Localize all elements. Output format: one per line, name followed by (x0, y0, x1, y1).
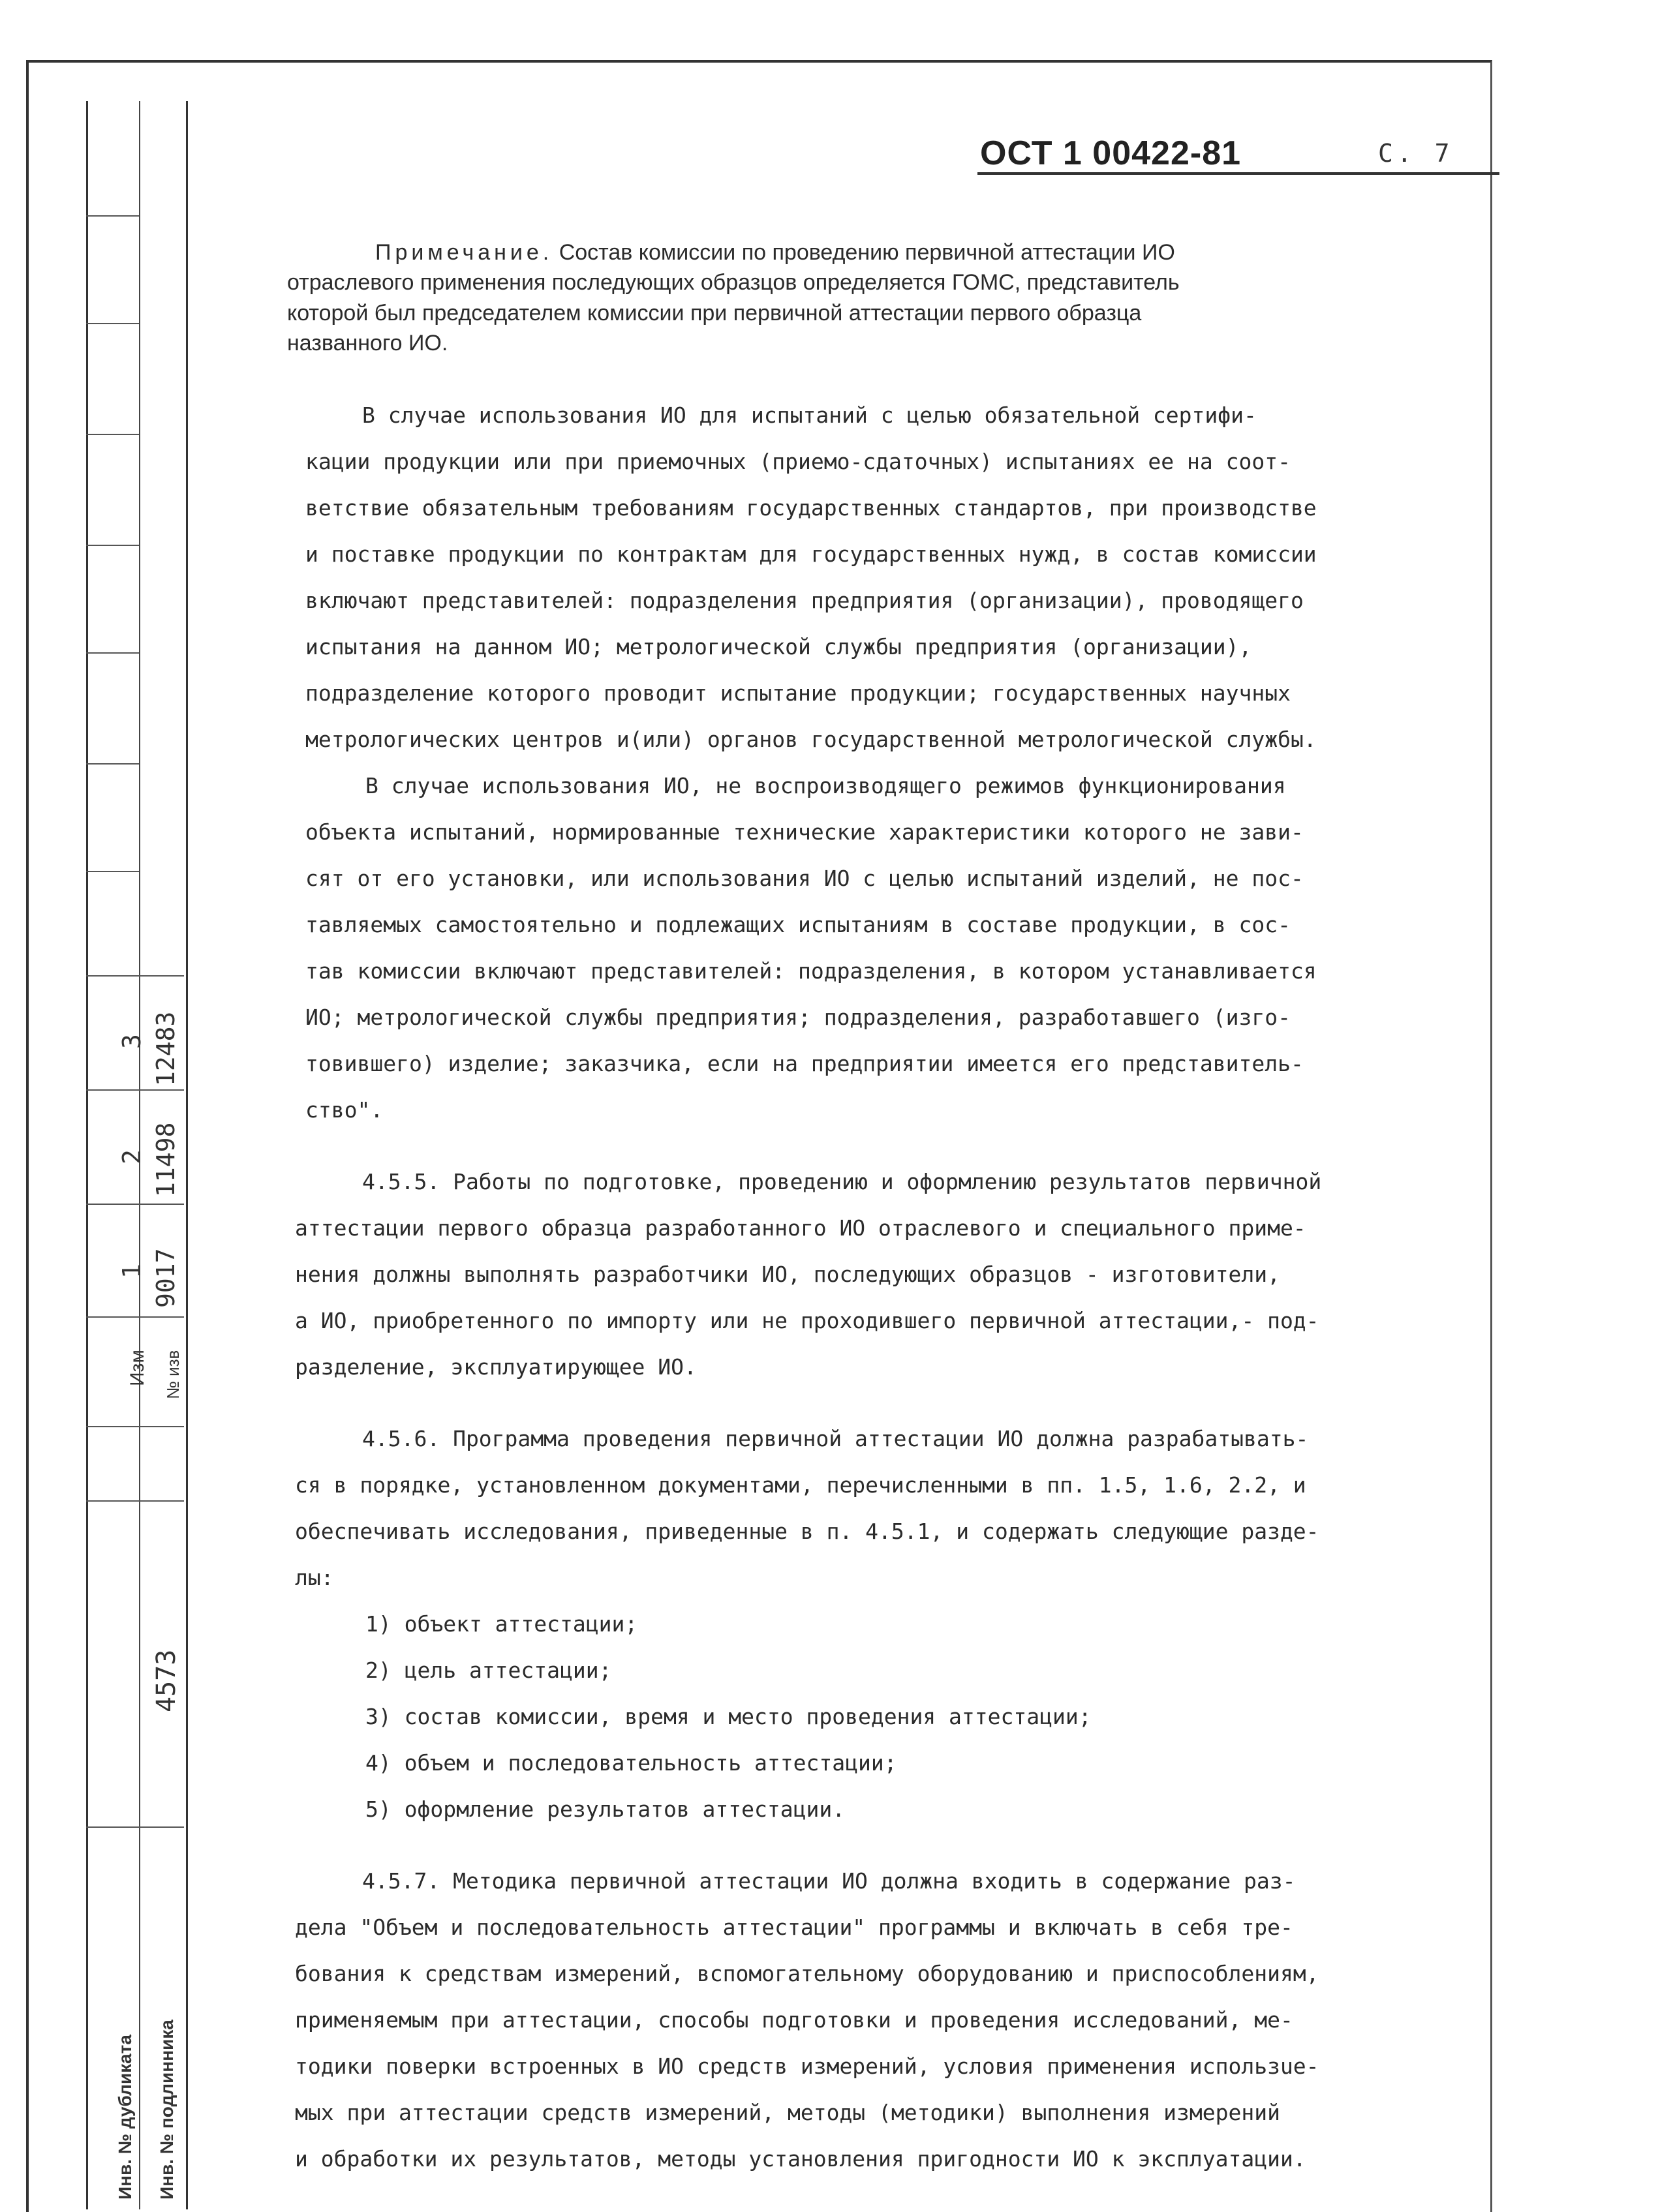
list-item: 5) оформление результатов аттестации. (365, 1796, 846, 1822)
text-line: тав комиссии включают представителей: подразделения, в котором устанавливается (305, 958, 1317, 984)
podlinnik-label: Инв. № подлинника (157, 2020, 177, 2200)
stamp-tick (86, 434, 139, 435)
text-line: 4.5.7. Методика первичной аттестации ИО должна входить в содержание раз- (362, 1868, 1296, 1894)
podlinnik-number: 4573 (151, 1649, 181, 1712)
list-item: 2) цель аттестации; (365, 1658, 612, 1683)
text-line: 4.5.6. Программа проведения первичной аттестации ИО должна разрабатывать- (362, 1426, 1309, 1451)
izv-label: № изв (163, 1350, 183, 1399)
note-prefix: Примечание. (375, 240, 553, 265)
text-line: подразделение которого проводит испытание продукции; государственных научных (305, 680, 1291, 706)
note-line: отраслевого применения последующих образцов определяется ГОМС, представитель (287, 270, 1180, 295)
note-line: которой был председателем комиссии при первичной аттестации первого образца (287, 301, 1142, 326)
stamp-tick (86, 763, 139, 765)
text-line: и поставке продукции по контрактам для государственных нужд, в состав комиссии (305, 541, 1317, 567)
stamp-tick (86, 1316, 184, 1318)
stamp-tick (86, 323, 139, 324)
text-line: кации продукции или при приемочных (приемо-сдаточных) испытаниях ее на соот- (305, 449, 1291, 474)
text-line: В случае использования ИО, не воспроизводящего режимов функционирования (365, 773, 1286, 798)
text-line: мых при аттестации средств измерений, методы (методики) выполнения измерений (295, 2100, 1280, 2125)
list-item: 1) объект аттестации; (365, 1611, 638, 1637)
list-item: 4) объем и последовательность аттестации; (365, 1750, 897, 1776)
izv-value-2: 11498 (151, 1122, 180, 1197)
header-underline (977, 172, 1499, 175)
text-line: дела "Объем и последовательность аттестации" программы и включать в себя тре- (295, 1915, 1293, 1940)
text-line: тавляемых самостоятельно и подлежащих испытаниям в составе продукции, в сос- (305, 912, 1291, 937)
text-line: а ИО, приобретенного по импорту или не проходившего первичной аттестации,- под- (295, 1308, 1319, 1333)
stamp-tick (86, 1826, 184, 1828)
izv-value-3: 12483 (151, 1011, 180, 1086)
text-line: метрологических центров и(или) органов государственной метрологической службы. (305, 727, 1317, 752)
izm-value-1: 1 (117, 1264, 146, 1279)
text-line: разделение, эксплуатирующее ИО. (295, 1354, 697, 1380)
stamp-tick (86, 1204, 184, 1205)
stamp-tick (86, 975, 184, 977)
text-line: применяемым при аттестации, способы подготовки и проведения исследований, ме- (295, 2007, 1293, 2033)
text-line: ство". (305, 1097, 384, 1123)
stamp-tick (86, 652, 139, 654)
stamp-tick (86, 1500, 184, 1502)
izm-value-3: 3 (117, 1034, 146, 1049)
text-line: испытания на данном ИО; метрологической службы предприятия (организации), (305, 634, 1252, 659)
text-line: ся в порядке, установленном документами, перечисленными в пп. 1.5, 1.6, 2.2, и (295, 1472, 1306, 1498)
stamp-tick (86, 1426, 184, 1427)
text-line: нения должны выполнять разработчики ИО, последующих образцов - изготовители, (295, 1262, 1280, 1287)
text-line: товившего) изделие; заказчика, если на предприятии имеется его представитель- (305, 1051, 1304, 1076)
note-line: названного ИО. (287, 331, 448, 356)
note-line (375, 240, 1175, 265)
note-text: Состав комиссии по проведению первичной аттестации ИО (553, 240, 1175, 265)
text-line: В случае использования ИО для испытаний с целью обязательной сертифи- (362, 402, 1257, 428)
izm-value-2: 2 (117, 1149, 146, 1164)
page-number: С. 7 (1378, 139, 1454, 168)
text-line: лы: (295, 1565, 334, 1590)
text-line: ИО; метрологической службы предприятия; подразделения, разработавшего (изго- (305, 1005, 1291, 1030)
text-line: включают представителей: подразделения предприятия (организации), проводящего (305, 588, 1304, 613)
izm-label: Изм (127, 1350, 148, 1386)
text-line: сят от его установки, или использования ИО с целью испытаний изделий, не пос- (305, 866, 1304, 891)
text-line: объекта испытаний, нормированные технические характеристики которого не зави- (305, 819, 1304, 845)
text-line: аттестации первого образца разработанного ИО отраслевого и специального приме- (295, 1215, 1306, 1241)
list-item: 3) состав комиссии, время и место проведения аттестации; (365, 1704, 1092, 1729)
stamp-tick (86, 215, 139, 217)
stamp-tick (86, 545, 139, 546)
text-line: обеспечивать исследования, приведенные в п. 4.5.1, и содержать следующие разде- (295, 1519, 1319, 1544)
stamp-tick (86, 871, 139, 872)
dublikat-label: Инв. № дубликата (115, 2035, 135, 2200)
text-line: и обработки их результатов, методы установления пригодности ИО к эксплуатации. (295, 2146, 1306, 2172)
text-line: тодики поверки встроенных в ИО средств измерений, условия применения использue- (295, 2053, 1319, 2079)
stamp-tick (86, 1089, 184, 1091)
text-line: бования к средствам измерений, вспомогательному оборудованию и приспособлениям, (295, 1961, 1319, 1986)
izv-value-1: 9017 (151, 1248, 180, 1308)
document-code: ОСТ 1 00422-81 (980, 134, 1242, 172)
text-line: 4.5.5. Работы по подготовке, проведению и оформлению результатов первичной (362, 1169, 1322, 1194)
text-line: ветствие обязательным требованиям государственных стандартов, при производстве (305, 495, 1317, 521)
